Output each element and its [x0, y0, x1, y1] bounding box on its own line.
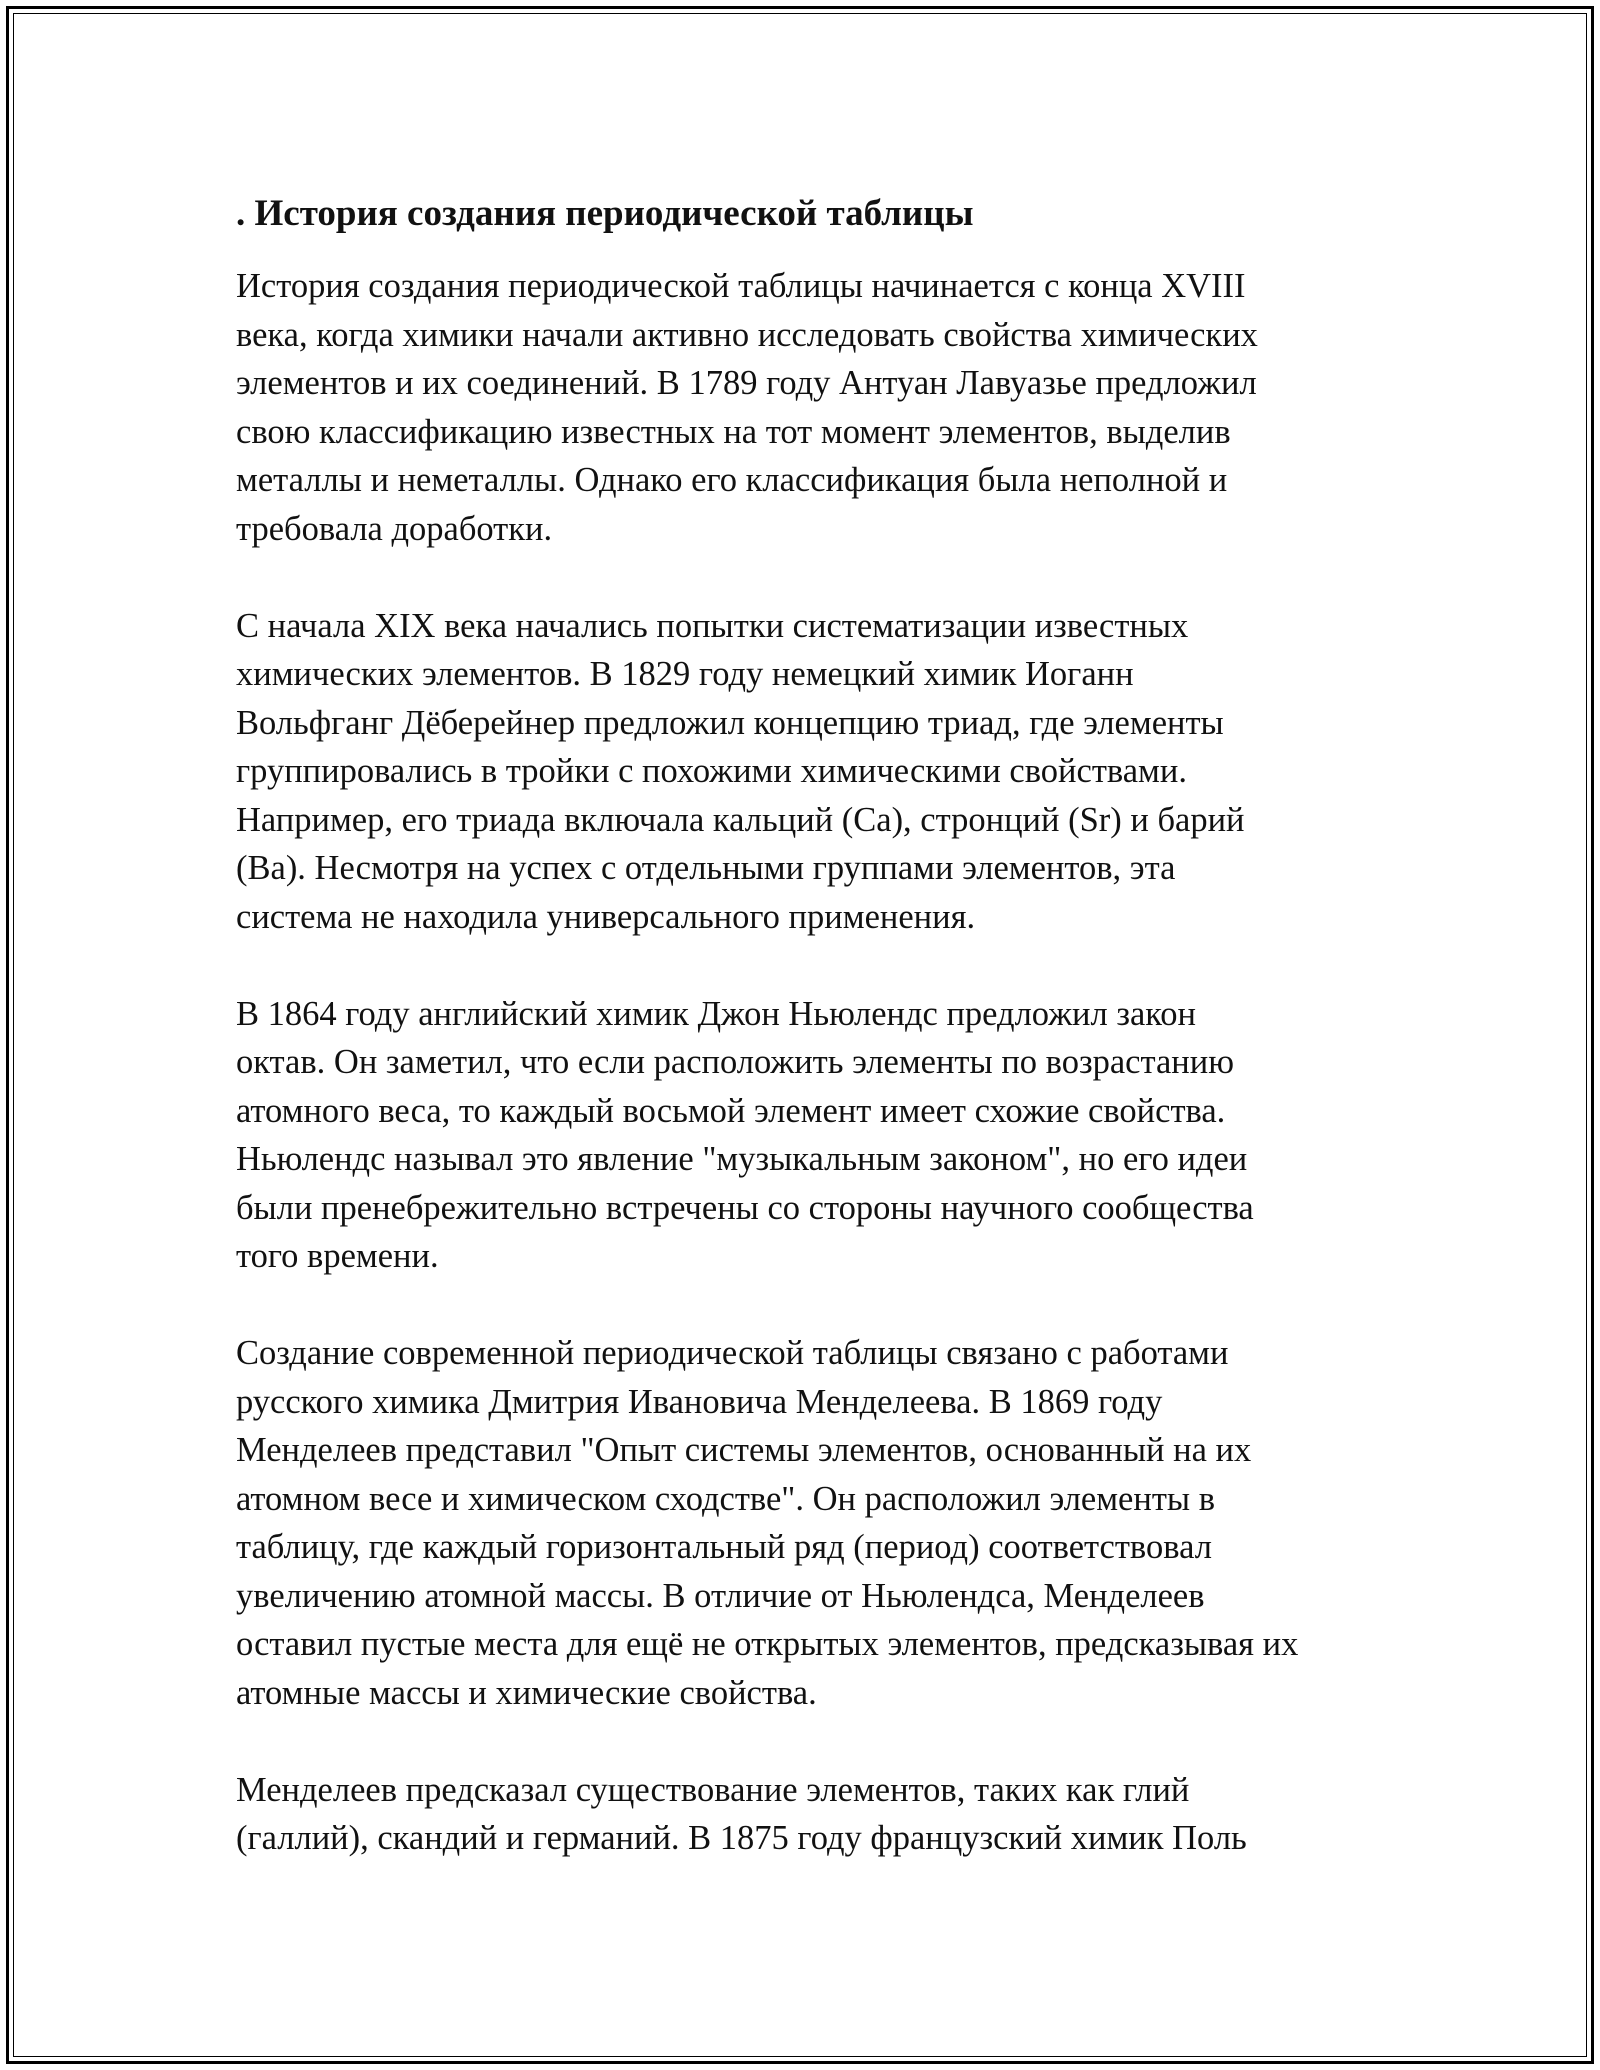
text-line: химических элементов. В 1829 году немецкий химик Иоганн: [236, 655, 1134, 693]
text-line: (Ba). Несмотря на успех с отдельными группами элементов, эта: [236, 849, 1176, 887]
text-line: октав. Он заметил, что если расположить элементы по возрастанию: [236, 1043, 1234, 1081]
text-line: Создание современной периодической таблицы связано с работами: [236, 1334, 1229, 1372]
text-line: В 1864 году английский химик Джон Ньюлендс предложил закон: [236, 994, 1197, 1033]
text-line: оставил пустые места для ещё не открытых элементов, предсказывая их: [236, 1625, 1299, 1663]
text-line: века, когда химики начали активно исследовать свойства химических: [236, 315, 1258, 354]
text-line: элементов и их соединений. В 1789 году Антуан Лавуазье предложил: [236, 364, 1257, 402]
text-line: увеличению атомной массы. В отличие от Ньюлендса, Менделеев: [236, 1576, 1205, 1615]
text-line: металлы и неметаллы. Однако его классификация была неполной и: [236, 461, 1228, 499]
text-line: атомные массы и химические свойства.: [236, 1673, 817, 1712]
text-line: Менделеев представил "Опыт системы элементов, основанный на их: [236, 1431, 1252, 1469]
text-line: были пренебрежительно встречены со стороны научного сообщества: [236, 1188, 1254, 1227]
paragraph-dobereiner: [236, 602, 1386, 942]
text-line: (галлий), скандий и германий. В 1875 году французский химик Поль: [236, 1819, 1247, 1857]
text-line: Вольфганг Дёберейнер предложил концепцию триад, где элементы: [236, 703, 1224, 742]
text-line: требовала доработки.: [236, 509, 553, 548]
text-line: свою классификацию известных на тот момент элементов, выделив: [236, 412, 1231, 451]
paragraph-mendeleev: [236, 1329, 1386, 1717]
text-line: таблицу, где каждый горизонтальный ряд (период) соответствовал: [236, 1528, 1212, 1566]
text-line: История создания периодической таблицы начинается с конца XVIII: [236, 267, 1246, 305]
text-line: система не находила универсального применения.: [236, 897, 976, 936]
paragraph-lavoisier: [236, 262, 1386, 553]
paragraph-newlands: [236, 990, 1386, 1281]
text-line: Ньюлендс называл это явление "музыкальным законом", но его идеи: [236, 1140, 1248, 1178]
text-line: атомного веса, то каждый восьмой элемент имеет схожие свойства.: [236, 1091, 1226, 1130]
document-title: . История создания периодической таблицы: [236, 193, 974, 234]
text-line: Например, его триада включала кальций (Ca), стронций (Sr) и барий: [236, 800, 1245, 839]
text-line: С начала XIX века начались попытки систематизации известных: [236, 606, 1189, 645]
text-line: русского химика Дмитрия Ивановича Менделеева. В 1869 году: [236, 1382, 1163, 1421]
document-body: [236, 188, 1386, 1911]
text-line: того времени.: [236, 1237, 439, 1275]
text-line: Менделеев предсказал существование элементов, таких как глий: [236, 1770, 1190, 1809]
paragraph-predictions: [236, 1766, 1386, 1863]
text-line: группировались в тройки с похожими химическими свойствами.: [236, 752, 1187, 790]
text-line: атомном весе и химическом сходстве". Он расположил элементы в: [236, 1479, 1216, 1518]
